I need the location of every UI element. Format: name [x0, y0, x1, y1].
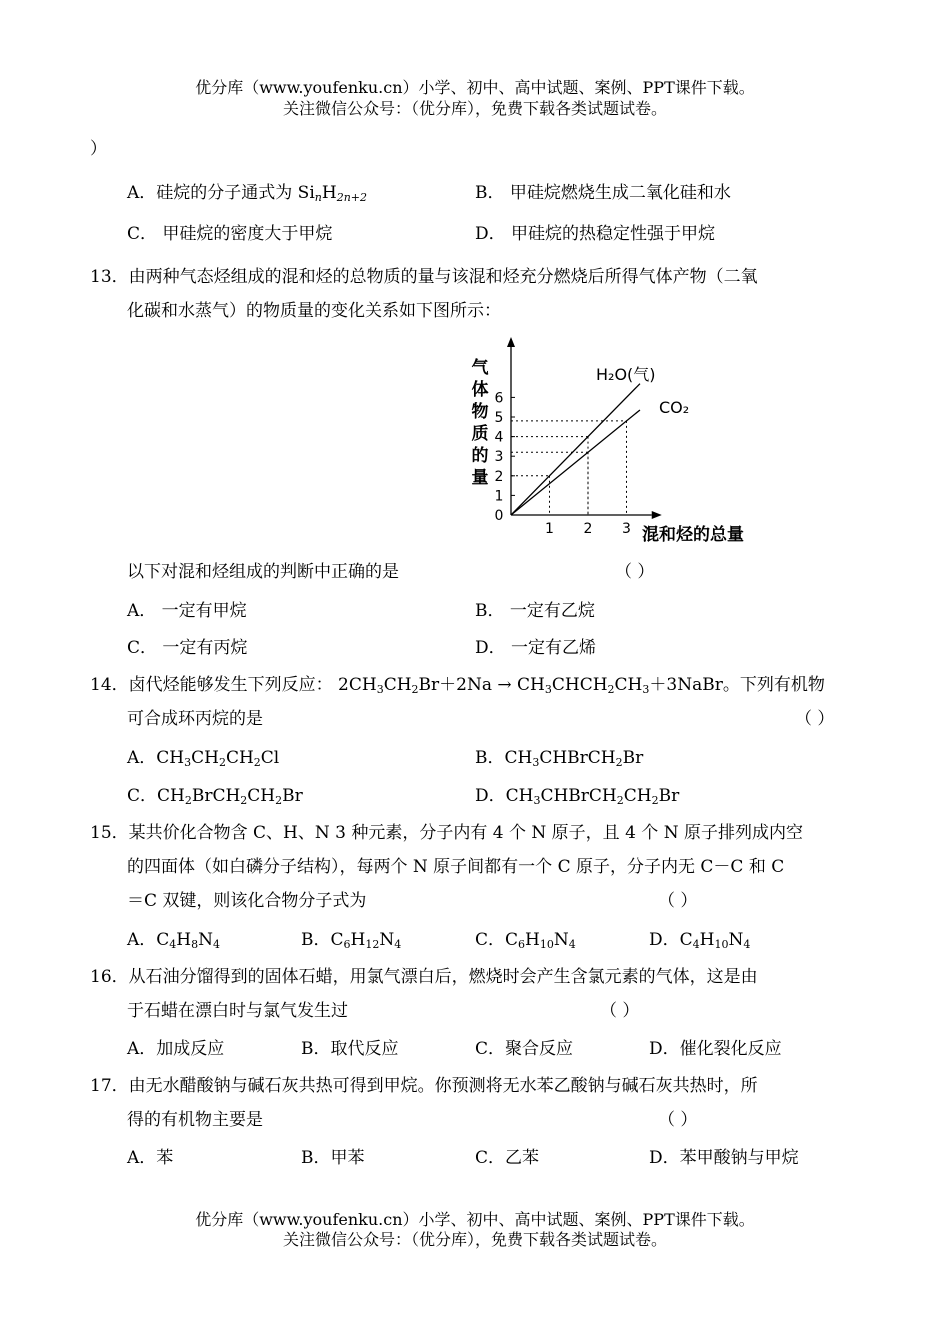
q14-option-b: B．$CH_3CHBrCH_2Br$ — [475, 748, 644, 769]
q14-line-2: 可合成环丙烷的是 — [127, 709, 263, 729]
q12-closing-paren: ） — [90, 139, 107, 159]
footer-line-1: 优分库（www.youfenku.cn）小学、初中、高中试题、案例、PPT课件下载。 — [195, 1210, 755, 1229]
q17-line-2: 得的有机物主要是 — [127, 1110, 263, 1130]
q15-option-a: A．$C_4H_8N_4$ — [127, 930, 220, 951]
q17-option-a: A．苯 — [127, 1148, 174, 1168]
x-tick-label-3: 3 — [622, 521, 631, 537]
y-axis-arrow — [507, 337, 515, 347]
q17-answer-paren: （ ） — [658, 1110, 698, 1130]
q13-answer-paren: （ ） — [615, 562, 655, 582]
q13-chart — [462, 333, 762, 548]
q13-line-2: 化碳和水蒸气）的物质量的变化关系如下图所示： — [127, 301, 501, 321]
x-axis-arrow — [652, 511, 662, 519]
q16-answer-paren: （ ） — [600, 1001, 640, 1021]
y-axis-label: 气体物质的量 — [471, 358, 489, 488]
y-tick-label-2: 2 — [494, 468, 504, 485]
q17-option-d: D．苯甲酸钠与甲烷 — [649, 1148, 799, 1168]
y-tick-label-0: 0 — [494, 508, 504, 524]
y-tick-label-4: 4 — [494, 429, 504, 446]
series-label-h2o: H₂O(气) — [596, 365, 656, 384]
series-line-h2o — [511, 384, 640, 515]
q16-option-d: D．催化裂化反应 — [649, 1039, 782, 1059]
q15-option-d: D．$C_4H_{10}N_4$ — [649, 930, 751, 951]
x-tick-label-2: 2 — [583, 521, 593, 537]
q16-line-2: 于石蜡在漂白时与氯气发生过 — [127, 1001, 348, 1021]
q15-line-1: 15．某共价化合物含 C、H、N 3 种元素，分子内有 4 个 N 原子，且 4 个 N 原子排列成内空 — [90, 823, 803, 843]
q15-line-3: ＝C 双键，则该化合物分子式为 — [127, 891, 367, 911]
x-tick-label-1: 1 — [545, 521, 554, 537]
q14-option-d: D．$CH_3CHBrCH_2CH_2Br$ — [475, 786, 680, 807]
q13-option-c: C． 一定有丙烷 — [127, 638, 248, 658]
y-tick-label-3: 3 — [494, 449, 504, 466]
q14-option-c: C．$CH_2BrCH_2CH_2Br$ — [127, 786, 303, 807]
q16-line-1: 16．从石油分馏得到的固体石蜡，用氯气漂白后，燃烧时会产生含氯元素的气体，这是由 — [90, 967, 758, 987]
q13-option-a: A． 一定有甲烷 — [127, 601, 247, 621]
q17-line-1: 17．由无水醋酸钠与碱石灰共热可得到甲烷。你预测将无水苯乙酸钠与碱石灰共热时，所 — [90, 1076, 758, 1096]
q17-option-c: C．乙苯 — [475, 1148, 540, 1168]
header-line-1: 优分库（www.youfenku.cn）小学、初中、高中试题、案例、PPT课件下载。 — [195, 78, 755, 97]
header-line-2: 关注微信公众号：（优分库），免费下载各类试题试卷。 — [282, 99, 667, 118]
q15-answer-paren: （ ） — [658, 891, 698, 911]
q15-option-c: C．$C_6H_{10}N_4$ — [475, 930, 576, 951]
q13-stem: 以下对混和烃组成的判断中正确的是 — [127, 562, 399, 582]
q16-option-a: A．加成反应 — [127, 1039, 225, 1059]
q16-option-b: B．取代反应 — [301, 1039, 399, 1059]
q12-option-a: A．硅烷的分子通式为 $Si_nH_{2n+2}$ — [127, 183, 368, 204]
y-tick-label-6: 6 — [494, 390, 504, 407]
q17-option-b: B．甲苯 — [301, 1148, 365, 1168]
q14-line-1: 14．卤代烃能够发生下列反应： $2CH_3CH_2Br+2Na$ → $CH_3CHCH_2CH_3+3NaBr$。下列有机物 — [90, 675, 825, 696]
q14-option-a: A．$CH_3CH_2CH_2Cl$ — [127, 748, 280, 769]
q13-option-d: D． 一定有乙烯 — [475, 638, 597, 658]
q14-answer-paren: （ ） — [795, 709, 835, 729]
q15-option-b: B．$C_6H_{12}N_4$ — [301, 930, 402, 951]
y-tick-label-5: 5 — [494, 410, 504, 426]
q12-option-b: B． 甲硅烷燃烧生成二氧化硅和水 — [475, 183, 731, 203]
series-line-co2 — [511, 410, 640, 515]
q13-option-b: B． 一定有乙烷 — [475, 601, 595, 621]
q15-line-2: 的四面体（如白磷分子结构），每两个 N 原子间都有一个 C 原子，分子内无 C－C 和 C — [127, 857, 785, 877]
q16-option-c: C．聚合反应 — [475, 1039, 574, 1059]
footer-line-2: 关注微信公众号：（优分库），免费下载各类试题试卷。 — [282, 1230, 667, 1249]
x-axis-label: 混和烃的总量 — [642, 525, 744, 545]
y-tick-label-1: 1 — [494, 488, 504, 505]
q12-option-d: D． 甲硅烷的热稳定性强于甲烷 — [475, 224, 716, 244]
q13-line-1: 13．由两种气态烃组成的混和烃的总物质的量与该混和烃充分燃烧后所得气体产物（二氧 — [90, 267, 758, 287]
series-label-co2: CO₂ — [659, 398, 690, 417]
q12-option-c: C． 甲硅烷的密度大于甲烷 — [127, 224, 333, 244]
